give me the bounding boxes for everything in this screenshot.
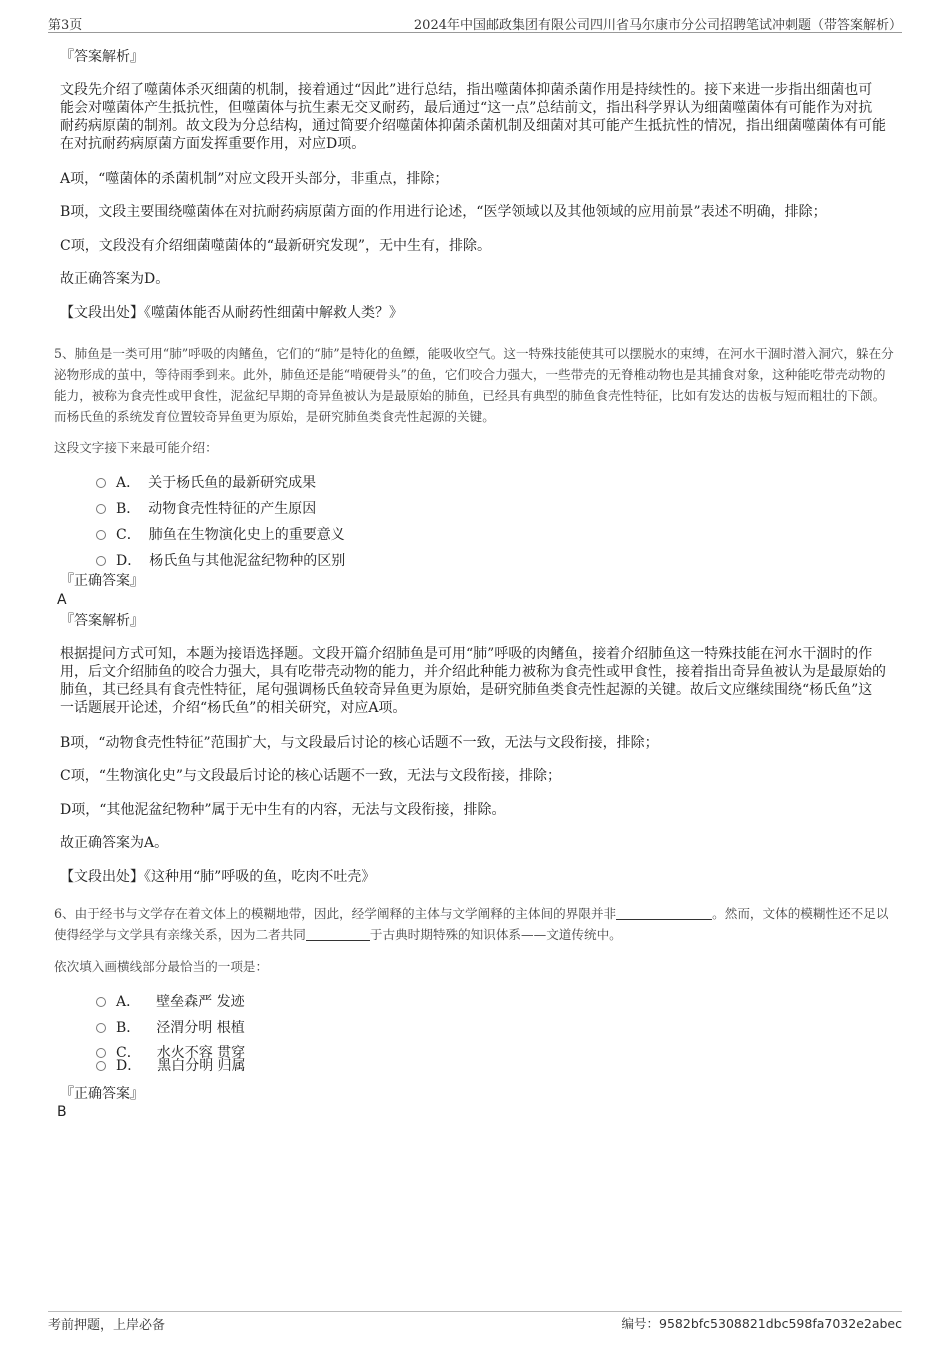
- source: [60, 868, 890, 886]
- source-title: 《这种用“肺”呼吸的鱼，吃肉不吐壳》: [144, 869, 376, 885]
- radio-icon[interactable]: [96, 1061, 106, 1071]
- source-label: 【文段出处】: [60, 869, 144, 885]
- question-5-option-d[interactable]: D． 杨氏鱼与其他泥盆纪物种的区别: [96, 552, 345, 570]
- analysis-option-a: A项，“噬菌体的杀菌机制”对应文段开头部分，非重点，排除；: [60, 171, 449, 187]
- fill-blank-1[interactable]: [616, 907, 712, 920]
- correct-answer-label: 『正确答案』: [60, 1086, 144, 1102]
- document-id: 编号：9582bfc5308821dbc598fa7032e2abec: [621, 1316, 902, 1331]
- question-6-option-b[interactable]: B． 泾渭分明 根植: [96, 1019, 245, 1037]
- analysis-option-d: D项，“其他泥盆纪物种”属于无中生有的内容，无法与文段衔接，排除。: [60, 802, 506, 818]
- analysis-option-c: C项，文段没有介绍细菌噬菌体的“最新研究发现”，无中生有，排除。: [60, 238, 492, 254]
- radio-icon[interactable]: [96, 997, 106, 1007]
- analysis-label: 『答案解析』: [60, 49, 144, 65]
- radio-icon[interactable]: [96, 530, 106, 540]
- analysis-text: 文段先介绍了噬菌体杀灭细菌的机制，接着通过“因此”进行总结，指出噬菌体抑菌杀菌作用是持续性的。接下来进一步指出细菌也可能会对噬菌体产生抵抗性，但噬菌体与抗生素无交叉耐药，最后通过“这一点”总结前文，指出科学界认为细菌噬菌体有可能作为对抗耐药病原菌的制剂。故文段为分总结构，通过简要介绍噬菌体抑菌杀菌机制及细菌对其可能产生抵抗性的情况，指出细菌噬菌体有可能在对抗耐药病原菌方面发挥重要作用，对应D项。: [60, 82, 886, 152]
- analysis-option-b: B项，“动物食壳性特征”范围扩大，与文段最后讨论的核心话题不一致，无法与文段衔接，排除；: [60, 735, 659, 751]
- question-6-text: 6、由于经书与文学存在着文体上的模糊地带，因此，经学阐释的主体与文学阐释的主体间的界限并非 。然而，文体的模糊性还不足以使得经学与文学具有亲缘关系，因为二者共同 于古典时期特殊的知识体系——文道传统中。: [54, 906, 889, 942]
- document-title: 2024年中国邮政集团有限公司四川省马尔康市分公司招聘笔试冲刺题（带答案解析）: [413, 18, 902, 33]
- analysis-label: 『答案解析』: [60, 613, 144, 629]
- question-6-prompt: 依次填入画横线部分最恰当的一项是：: [54, 959, 269, 974]
- question-6-option-d[interactable]: D． 黑白分明 归属: [96, 1057, 246, 1075]
- question-5-option-c[interactable]: C． 肺鱼在生物演化史上的重要意义: [96, 526, 345, 544]
- analysis-option-b: B项，文段主要围绕噬菌体在对抗耐药病原菌方面的作用进行论述，“医学领域以及其他领域的应用前景”表述不明确，排除；: [60, 204, 827, 220]
- question-6-option-a[interactable]: A． 壁垒森严 发迹: [96, 993, 245, 1011]
- question-5-text: 5、肺鱼是一类可用“肺”呼吸的肉鳍鱼，它们的“肺”是特化的鱼鳔，能吸收空气。这一特殊技能使其可以摆脱水的束缚，在河水干涸时潜入洞穴，躲在分泌物形成的茧中，等待雨季到来。此外，肺鱼还是能“啃硬骨头”的鱼，它们咬合力强大，一些带壳的无脊椎动物也是其捕食对象，这种能吃带壳动物的能力，被称为食壳性或甲食性，泥盆纪早期的奇异鱼被认为是最原始的肺鱼，已经具有典型的肺鱼食壳性特征，比如有发达的齿板与短而粗壮的下颌。而杨氏鱼的系统发育位置较奇异鱼更为原始，是研究肺鱼类食壳性起源的关键。: [54, 346, 894, 424]
- analysis-text: 根据提问方式可知，本题为接语选择题。文段开篇介绍肺鱼是可用“肺”呼吸的肉鳍鱼，接着介绍肺鱼这一特殊技能在河水干涸时的作用，后文介绍肺鱼的咬合力强大，具有吃带壳动物的能力，并介绍此种能力被称为食壳性或甲食性，接着指出奇异鱼被认为是最原始的肺鱼，其已经具有食壳性特征，尾句强调杨氏鱼较奇异鱼更为原始，是研究肺鱼类食壳性起源的关键。故后文应继续围绕“杨氏鱼”这一话题展开论述，介绍“杨氏鱼”的相关研究，对应A项。: [60, 646, 886, 716]
- question-5-option-a[interactable]: A． 关于杨氏鱼的最新研究成果: [96, 474, 316, 492]
- final-answer: 故正确答案为D。: [60, 271, 170, 287]
- fill-blank-2[interactable]: [306, 928, 370, 941]
- page-header: [48, 14, 902, 33]
- page-footer: [48, 1311, 902, 1336]
- question-6-option-c[interactable]: C． 水火不容 贯穿: [96, 1044, 245, 1062]
- radio-icon[interactable]: [96, 556, 106, 566]
- question-5-option-b[interactable]: B． 动物食壳性特征的产生原因: [96, 500, 316, 518]
- final-answer: 故正确答案为A。: [60, 835, 169, 851]
- analysis-option-c: C项，“生物演化史”与文段最后讨论的核心话题不一致，无法与文段衔接，排除；: [60, 768, 562, 784]
- correct-answer: A: [57, 592, 67, 608]
- radio-icon[interactable]: [96, 478, 106, 488]
- radio-icon[interactable]: [96, 504, 106, 514]
- correct-answer: B: [57, 1104, 67, 1120]
- source-title: 《噬菌体能否从耐药性细菌中解救人类？》: [144, 305, 403, 321]
- source-label: 【文段出处】: [60, 305, 144, 321]
- page-number: 第3页: [48, 18, 83, 33]
- question-5-prompt: 这段文字接下来最可能介绍：: [54, 440, 218, 455]
- footer-slogan: 考前押题，上岸必备: [48, 1318, 166, 1333]
- source: [60, 304, 890, 322]
- radio-icon[interactable]: [96, 1023, 106, 1033]
- correct-answer-label: 『正确答案』: [60, 573, 144, 589]
